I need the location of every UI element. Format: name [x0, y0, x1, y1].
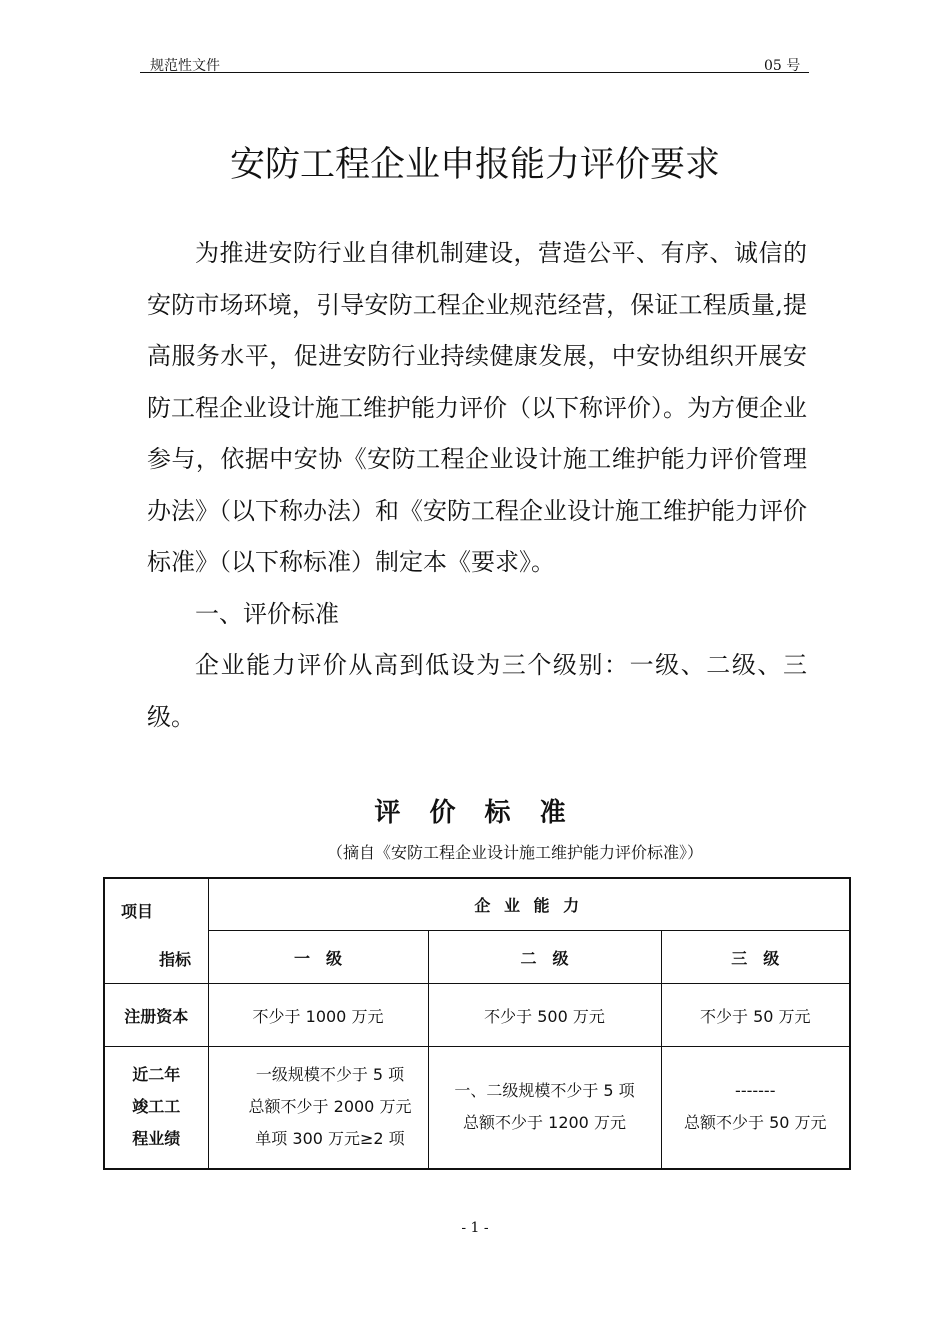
table-row — [104, 1047, 850, 1169]
table-cell: 不少于 1000 万元 — [208, 984, 428, 1047]
table-subtitle: （摘自《安防工程企业设计施工维护能力评价标准》） — [326, 843, 703, 862]
row-label: 注册资本 — [104, 984, 208, 1047]
table-cell — [208, 1047, 428, 1169]
evaluation-standard-table — [103, 877, 851, 1170]
table-cell: 不少于 50 万元 — [661, 984, 850, 1047]
level-paragraph: 企业能力评价从高到低设为三个级别：一级、二级、三级。 — [147, 651, 807, 731]
level-3-header: 三 级 — [661, 931, 850, 984]
row-label-line: 程业绩 — [132, 1129, 181, 1149]
table-corner-cell — [104, 878, 208, 984]
row-label-line: 竣工工 — [132, 1097, 181, 1117]
cell-line: 总额不少于 50 万元 — [683, 1113, 827, 1133]
table-cell — [428, 1047, 661, 1169]
cell-line: 总额不少于 2000 万元 — [248, 1097, 412, 1117]
level-1-header: 一 级 — [208, 931, 428, 984]
cell-line: 一、二级规模不少于 5 项 — [454, 1081, 635, 1101]
intro-paragraph: 为推进安防行业自律机制建设，营造公平、有序、诚信的安防市场环境，引导安防工程企业规范经营，保证工程质量,提高服务水平，促进安防行业持续健康发展，中安协组织开展安防工程企业设计施工维护能力评价（以下称评价）。为方便企业参与，依据中安协《安防工程企业设计施工维护能力评价管理办法》（以下称办法）和《安防工程企业设计施工维护能力评价标准》（以下称标准）制定本《要求》。 — [147, 239, 807, 576]
row-label-line: 近二年 — [132, 1065, 181, 1085]
cell-line: 单项 300 万元≥2 项 — [255, 1129, 405, 1149]
cell-line: 一级规模不少于 5 项 — [255, 1065, 405, 1085]
header-rule — [140, 72, 809, 73]
header-doc-number: 05 号 — [764, 58, 801, 74]
level-2-header: 二 级 — [428, 931, 661, 984]
section-heading: 一、评价标准 — [195, 599, 339, 628]
table-cell: 不少于 500 万元 — [428, 984, 661, 1047]
body-text — [147, 228, 807, 743]
document-title: 安防工程企业申报能力评价要求 — [229, 145, 720, 185]
group-header: 企 业 能 力 — [208, 878, 850, 931]
cell-line: 总额不少于 1200 万元 — [463, 1113, 626, 1133]
corner-indicator-label: 指标 — [159, 950, 192, 969]
row-label — [104, 1047, 208, 1169]
table-cell — [661, 1047, 850, 1169]
header-doc-type: 规范性文件 — [150, 58, 220, 74]
cell-line: ------- — [735, 1081, 776, 1101]
table-title: 评 价 标 准 — [374, 798, 576, 828]
corner-item-label: 项目 — [121, 902, 154, 921]
table-row — [104, 984, 850, 1047]
page-number: - 1 - — [461, 1220, 489, 1236]
